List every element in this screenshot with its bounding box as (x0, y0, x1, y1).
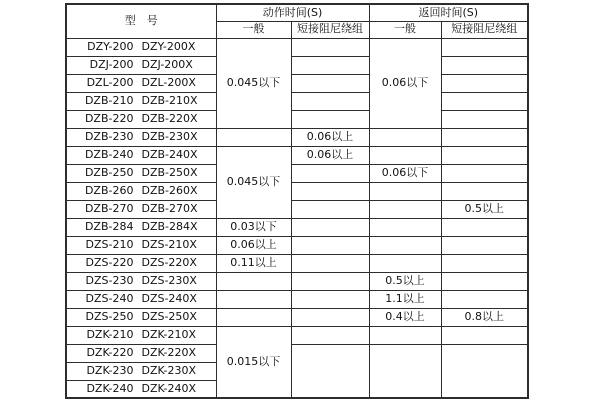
return-general-value (369, 254, 441, 272)
model-cell (66, 164, 216, 182)
model-name-x: DZB-260X (141, 183, 198, 197)
return-damping-value (441, 164, 528, 182)
return-general-value (369, 128, 441, 146)
model-name-x: DZS-220X (141, 255, 197, 269)
return-general-value: 0.4以上 (369, 308, 441, 326)
return-damping-value (441, 182, 528, 200)
action-general-value: 0.11以上 (216, 254, 291, 272)
return-damping-value (441, 110, 528, 128)
model-cell (66, 182, 216, 200)
model-name-x: DZS-230X (141, 273, 197, 287)
return-general-value: 1.1以上 (369, 290, 441, 308)
model-name-x: DZK-220X (141, 345, 197, 359)
model-name: DZB-240 (84, 147, 134, 161)
model-cell (66, 38, 216, 56)
model-name-x: DZY-200X (141, 39, 196, 53)
action-damping-value (291, 182, 369, 200)
model-name: DZB-220 (84, 111, 134, 125)
return-damping-header: 短接阻尼绕组 (441, 21, 528, 38)
model-name: DZK-220 (86, 345, 134, 359)
return-damping-value (441, 236, 528, 254)
return-damping-value (441, 74, 528, 92)
action-damping-value (291, 308, 369, 326)
action-damping-value (291, 200, 369, 218)
model-cell (66, 308, 216, 326)
model-name: DZB-210 (84, 93, 134, 107)
action-damping-value: 0.06以上 (291, 146, 369, 164)
return-damping-value (441, 38, 528, 56)
return-damping-value (441, 218, 528, 236)
return-damping-value (441, 326, 528, 344)
model-name: DZS-240 (85, 291, 134, 305)
table-row (66, 110, 528, 128)
return-time-header: 返回时间(S) (369, 4, 528, 21)
return-damping-value (441, 56, 528, 74)
action-damping-value (291, 344, 369, 398)
model-cell (66, 92, 216, 110)
return-general-value (369, 146, 441, 164)
action-damping-value (291, 110, 369, 128)
return-general-header: 一般 (369, 21, 441, 38)
return-damping-value (441, 146, 528, 164)
model-cell (66, 380, 216, 398)
return-damping-value (441, 92, 528, 110)
return-general-value (369, 344, 441, 398)
table-row (66, 344, 528, 362)
model-cell (66, 218, 216, 236)
table-row (66, 308, 528, 326)
action-general-header: 一般 (216, 21, 291, 38)
table-row (66, 74, 528, 92)
action-damping-value (291, 74, 369, 92)
model-cell (66, 326, 216, 344)
action-damping-value (291, 326, 369, 344)
model-name: DZK-230 (86, 363, 134, 377)
model-name: DZJ-200 (89, 57, 134, 71)
model-cell (66, 254, 216, 272)
model-name: DZY-200 (87, 39, 134, 53)
table-row (66, 236, 528, 254)
return-damping-value (441, 254, 528, 272)
model-name-x: DZJ-200X (141, 57, 193, 71)
return-general-value: 0.06以下 (369, 164, 441, 182)
return-general-value (369, 326, 441, 344)
model-name-x: DZS-240X (141, 291, 197, 305)
model-cell (66, 236, 216, 254)
model-name-x: DZB-240X (141, 147, 198, 161)
model-name-x: DZL-200X (141, 75, 196, 89)
action-damping-value (291, 164, 369, 182)
action-damping-value (291, 56, 369, 74)
model-name: DZS-220 (85, 255, 134, 269)
table-row (66, 290, 528, 308)
table-row (66, 38, 528, 56)
model-name: DZK-240 (86, 381, 134, 395)
action-general-value: 0.045以下 (216, 38, 291, 128)
table-row (66, 200, 528, 218)
model-cell (66, 128, 216, 146)
model-name-x: DZS-250X (141, 309, 197, 323)
model-name-x: DZB-220X (141, 111, 198, 125)
action-general-value (216, 272, 291, 290)
model-name-x: DZB-210X (141, 93, 198, 107)
return-damping-value: 0.8以上 (441, 308, 528, 326)
model-name-x: DZS-210X (141, 237, 197, 251)
model-cell (66, 200, 216, 218)
return-general-value (369, 182, 441, 200)
table-row (66, 182, 528, 200)
model-cell (66, 290, 216, 308)
table-row (66, 254, 528, 272)
action-time-header: 动作时间(S) (216, 4, 369, 21)
model-name: DZL-200 (86, 75, 134, 89)
table-row (66, 92, 528, 110)
action-damping-header: 短接阻尼绕组 (291, 21, 369, 38)
table-row (66, 56, 528, 74)
model-name: DZB-270 (84, 201, 134, 215)
table-row (66, 326, 528, 344)
table-row (66, 164, 528, 182)
action-damping-value (291, 254, 369, 272)
action-general-value: 0.045以下 (216, 146, 291, 218)
action-damping-value (291, 236, 369, 254)
action-general-value (216, 290, 291, 308)
model-name-x: DZB-284X (141, 219, 198, 233)
model-column-header: 型 号 (66, 4, 216, 38)
return-damping-value: 0.5以上 (441, 200, 528, 218)
return-general-value (369, 218, 441, 236)
return-damping-value (441, 290, 528, 308)
model-name: DZB-230 (84, 129, 134, 143)
model-name: DZB-284 (84, 219, 134, 233)
action-damping-value (291, 92, 369, 110)
model-name: DZB-260 (84, 183, 134, 197)
model-cell (66, 110, 216, 128)
model-name-x: DZK-210X (141, 327, 197, 341)
model-name: DZK-210 (86, 327, 134, 341)
model-name: DZB-250 (84, 165, 134, 179)
model-cell (66, 272, 216, 290)
action-damping-value (291, 290, 369, 308)
relay-spec-table (65, 3, 529, 399)
return-damping-value (441, 344, 528, 398)
model-name-x: DZB-270X (141, 201, 198, 215)
action-general-value (216, 128, 291, 146)
model-name-x: DZB-250X (141, 165, 198, 179)
return-general-value: 0.5以上 (369, 272, 441, 290)
model-name: DZS-250 (85, 309, 134, 323)
return-damping-value (441, 272, 528, 290)
model-name: DZS-230 (85, 273, 134, 287)
table-row (66, 272, 528, 290)
action-damping-value (291, 272, 369, 290)
table-row (66, 128, 528, 146)
model-cell (66, 146, 216, 164)
model-name-x: DZK-230X (141, 363, 197, 377)
table-row (66, 146, 528, 164)
model-name-x: DZB-230X (141, 129, 198, 143)
model-name-x: DZK-240X (141, 381, 197, 395)
action-general-value: 0.015以下 (216, 326, 291, 398)
model-name: DZS-210 (85, 237, 134, 251)
return-general-value (369, 200, 441, 218)
model-cell (66, 74, 216, 92)
model-cell (66, 362, 216, 380)
header-row-1 (66, 4, 528, 21)
table-row (66, 218, 528, 236)
return-general-value (369, 236, 441, 254)
action-general-value: 0.06以上 (216, 236, 291, 254)
action-damping-value (291, 218, 369, 236)
model-cell (66, 56, 216, 74)
action-general-value: 0.03以下 (216, 218, 291, 236)
action-damping-value: 0.06以上 (291, 128, 369, 146)
model-cell (66, 344, 216, 362)
return-general-value: 0.06以下 (369, 38, 441, 128)
return-damping-value (441, 128, 528, 146)
action-general-value (216, 308, 291, 326)
action-damping-value (291, 38, 369, 56)
